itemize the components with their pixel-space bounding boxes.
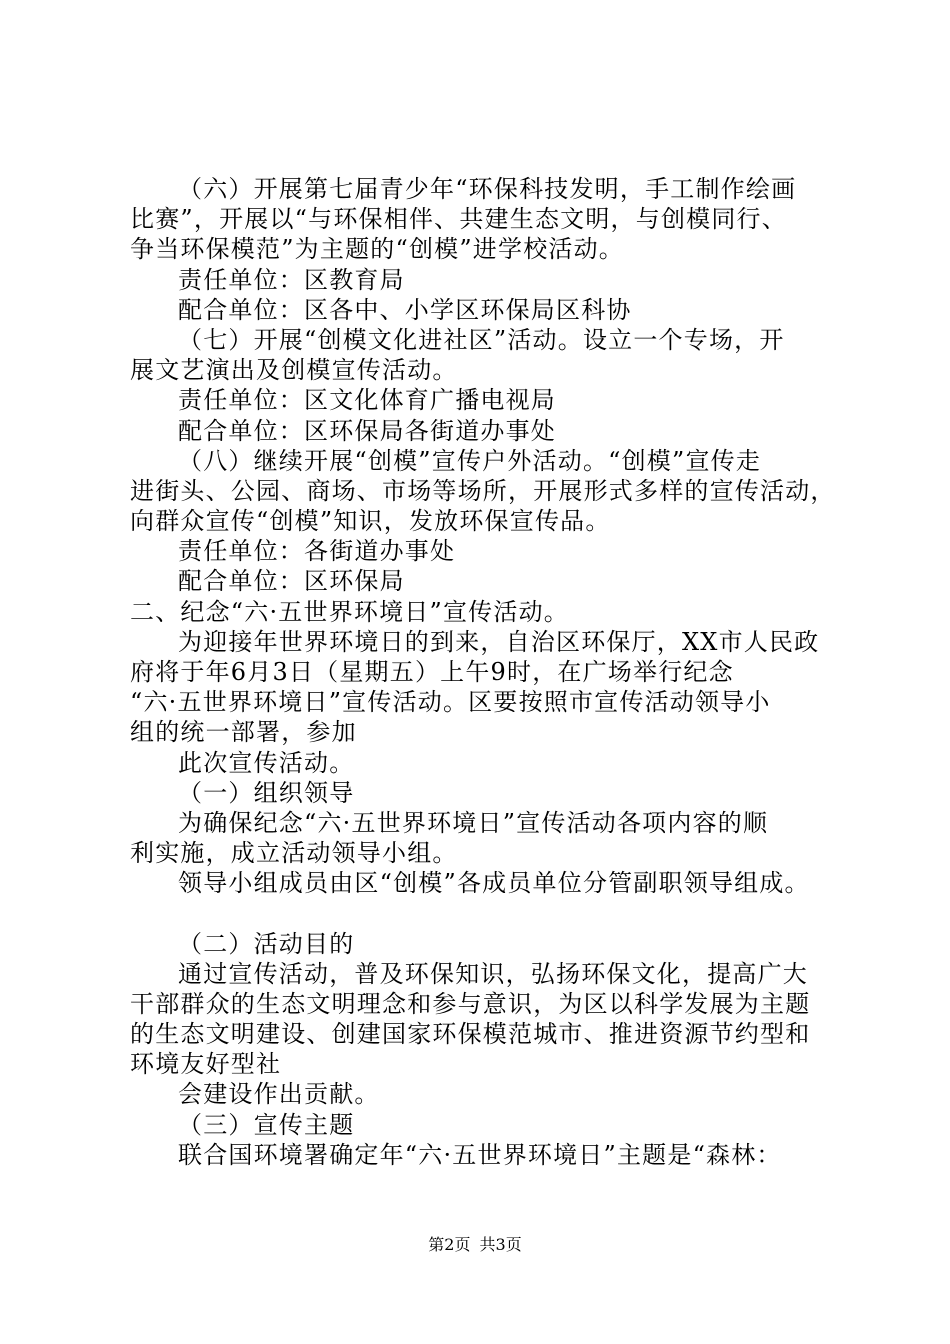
paragraph-line: 领导小组成员由区“创模”各成员单位分管副职领导组成。 — [178, 869, 810, 898]
paragraph-gap — [130, 899, 840, 929]
paragraph-line: 的生态文明建设、创建国家环保模范城市、推进资源节约型和 — [130, 1020, 811, 1049]
paragraph-line: 通过宣传活动，普及环保知识，弘扬环保文化，提高广大 — [178, 959, 808, 988]
paragraph-line: 联合国环境署确定年“六·五世界环境日”主题是“森林： — [178, 1140, 782, 1169]
subsection-heading: （三）宣传主题 — [178, 1110, 355, 1139]
paragraph-line: 比赛”，开展以“与环保相伴、共建生态文明，与创模同行、 — [130, 205, 787, 234]
page-number: 第2页 — [428, 1235, 471, 1254]
paragraph-line: 配合单位：区各中、小学区环保局区科协 — [178, 295, 632, 324]
paragraph-line: 干部群众的生态文明理念和参与意识，为区以科学发展为主题 — [130, 989, 811, 1018]
page-total: 共3页 — [479, 1235, 522, 1254]
paragraph-line: 配合单位：区环保局 — [178, 567, 405, 596]
paragraph-line: 争当环保模范”为主题的“创模”进学校活动。 — [130, 235, 625, 264]
section-heading: 二、纪念“六·五世界环境日”宣传活动。 — [130, 597, 569, 626]
paragraph-line: （六）开展第七届青少年“环保科技发明，手工制作绘画 — [178, 175, 797, 203]
paragraph-line: 责任单位：区教育局 — [178, 265, 405, 294]
paragraph-line: 组的统一部署，参加 — [130, 718, 357, 747]
paragraph-line: 责任单位：区文化体育广播电视局 — [178, 386, 556, 415]
paragraph-line: 为迎接年世界环境日的到来，自治区环保厅，XX市人民政 — [178, 627, 820, 656]
subsection-heading: （一）组织领导 — [178, 778, 355, 807]
paragraph-line: （七）开展“创模文化进社区”活动。设立一个专场，开 — [178, 325, 785, 354]
paragraph-line: 责任单位：各街道办事处 — [178, 537, 456, 566]
paragraph-line: 向群众宣传“创模”知识，发放环保宣传品。 — [130, 507, 611, 536]
paragraph-line: 府将于年6月3日（星期五）上午9时，在广场举行纪念 — [130, 658, 734, 686]
paragraph-line: 环境友好型社 — [130, 1050, 282, 1079]
paragraph-line: 进街头、公园、商场、市场等场所，开展形式多样的宣传活动， — [130, 476, 836, 505]
subsection-heading: （二）活动目的 — [178, 929, 355, 958]
paragraph-line: （八）继续开展“创模”宣传户外活动。“创模”宣传走 — [178, 446, 762, 475]
document-body — [130, 174, 840, 1170]
paragraph-line: 会建设作出贡献。 — [178, 1080, 380, 1109]
paragraph-line: 配合单位：区环保局各街道办事处 — [178, 416, 556, 445]
paragraph-line: “六·五世界环境日”宣传活动。区要按照市宣传活动领导小 — [130, 688, 771, 717]
paragraph-line: 展文艺演出及创模宣传活动。 — [130, 356, 458, 385]
paragraph-line: 为确保纪念“六·五世界环境日”宣传活动各项内容的顺 — [178, 808, 769, 837]
paragraph-line: 此次宣传活动。 — [178, 748, 355, 777]
paragraph-line: 利实施，成立活动领导小组。 — [130, 839, 458, 868]
page-footer — [0, 1232, 950, 1255]
